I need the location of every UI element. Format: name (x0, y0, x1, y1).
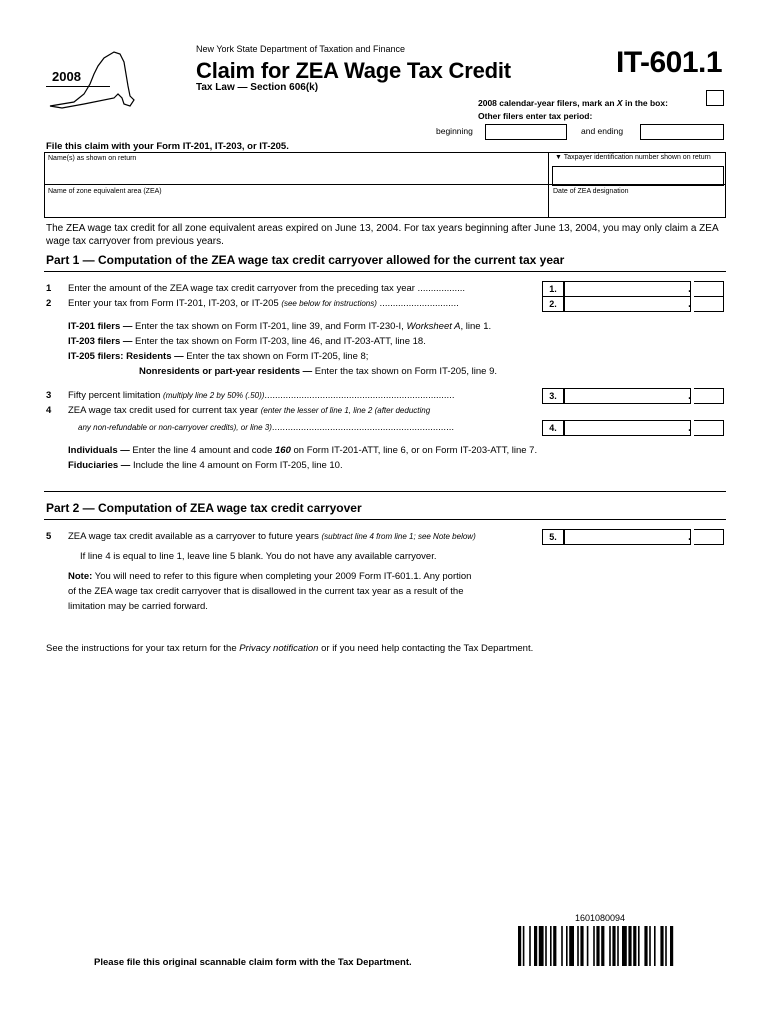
beginning-label: beginning (436, 126, 473, 136)
line2-amount-field[interactable] (564, 296, 691, 312)
barcode-bar (654, 926, 656, 966)
privacy-notice: See the instructions for your tax return for the Privacy notification or if you need help contacting the Tax Department. (46, 643, 534, 654)
barcode-bar (587, 926, 589, 966)
ending-label: and ending (581, 126, 624, 136)
line3-amount-field[interactable] (564, 388, 691, 404)
line4-decimal: . (688, 420, 692, 434)
barcode-bar (545, 926, 547, 966)
line5-amount-field[interactable] (564, 529, 691, 545)
names-field[interactable] (46, 166, 546, 183)
barcode-bar (566, 926, 568, 966)
zea-name-field[interactable] (46, 198, 546, 216)
zea-name-label: Name of zone equivalent area (ZEA) (48, 188, 162, 195)
line1-amount-field[interactable] (564, 281, 691, 297)
line4-cents-field[interactable] (694, 420, 724, 436)
line4-amount-field[interactable] (564, 420, 691, 436)
line3-decimal: . (688, 388, 692, 402)
form-year: 2008 (52, 69, 81, 84)
line4-box-label: 4. (542, 420, 564, 436)
note-line1: Note: You will need to refer to this figure when completing your 2009 Form IT-601.1. Any portion (68, 571, 472, 582)
note-line2: of the ZEA wage tax credit carryover that is disallowed in the current tax year as a result of the (68, 586, 464, 597)
line5-text: ZEA wage tax credit available as a carryover to future years (subtract line 4 from line 1; see Note below) (68, 531, 476, 542)
barcode-bar (633, 926, 636, 966)
barcode-bar (580, 926, 583, 966)
line2-box-label: 2. (542, 296, 564, 312)
line4-number: 4 (46, 405, 52, 416)
intro-paragraph: The ZEA wage tax credit for all zone equivalent areas expired on June 13, 2004. For tax years beginning after June 13, 2004, you may only claim a ZEA wage tax carryover from previous years. (46, 223, 719, 247)
zea-date-label: Date of ZEA designation (553, 188, 629, 195)
barcode-bar (569, 926, 574, 966)
form-title: Claim for ZEA Wage Tax Credit (196, 58, 511, 83)
line2-number: 2 (46, 298, 52, 309)
barcode-bar (609, 926, 611, 966)
line3-cents-field[interactable] (694, 388, 724, 404)
form-number: IT-601.1 (616, 46, 723, 79)
barcode-bar (670, 926, 673, 966)
barcode-bar (539, 926, 544, 966)
line5-blank-note: If line 4 is equal to line 1, leave line 5 blank. You do not have any available carryover. (80, 551, 437, 562)
line3-text: Fifty percent limitation (multiply line 2 by 50% (.50))........................................................................ (68, 390, 455, 401)
barcode-image (518, 926, 714, 966)
barcode-bar (622, 926, 627, 966)
line1-cents-field[interactable] (694, 281, 724, 297)
barcode-bar (638, 926, 640, 966)
line1-number: 1 (46, 283, 52, 294)
calendar-year-label: 2008 calendar-year filers, mark an X in the box: (478, 98, 668, 108)
barcode-bar (518, 926, 521, 966)
it203-instruction: IT-203 filers — Enter the tax shown on Form IT-203, line 46, and IT-203-ATT, line 18. (68, 336, 426, 347)
department-name: New York State Department of Taxation and Finance (196, 44, 405, 54)
barcode-bar (617, 926, 619, 966)
it201-instruction: IT-201 filers — Enter the tax shown on Form IT-201, line 39, and Form IT-230-I, Worksheet A, line 1. (68, 321, 492, 332)
taxpayer-id-field[interactable] (552, 166, 724, 186)
barcode-bar (660, 926, 663, 966)
line3-number: 3 (46, 390, 52, 401)
other-filers-label: Other filers enter tax period: (478, 111, 593, 121)
barcode-bar (534, 926, 537, 966)
zea-date-field[interactable] (550, 198, 724, 216)
it205-instruction: IT-205 filers: Residents — Enter the tax shown on Form IT-205, line 8; (68, 351, 369, 362)
line4-text-continued: any non-refundable or non-carryover credits), or line 3)..................................................................... (78, 422, 454, 433)
individuals-instruction: Individuals — Enter the line 4 amount and code 160 on Form IT-201-ATT, line 6, or on Form IT-203-ATT, line 7. (68, 445, 538, 456)
identification-divider (548, 152, 549, 218)
barcode-bar (628, 926, 631, 966)
line2-decimal: . (688, 296, 692, 310)
barcode-bar (649, 926, 651, 966)
line1-box-label: 1. (542, 281, 564, 297)
part2-heading: Part 2 — Computation of ZEA wage tax credit carryover (46, 501, 362, 515)
beginning-date-field[interactable] (485, 124, 567, 140)
barcode-bar (665, 926, 667, 966)
barcode-bar (553, 926, 556, 966)
line5-cents-field[interactable] (694, 529, 724, 545)
barcode-bar (601, 926, 604, 966)
taxpayer-id-label: ▼ Taxpayer identification number shown on return (555, 154, 711, 161)
barcode-bar (593, 926, 595, 966)
line4-text: ZEA wage tax credit used for current tax year (enter the lesser of line 1, line 2 (after deducting (68, 405, 431, 416)
nonresident-instruction: Nonresidents or part-year residents — Enter the tax shown on Form IT-205, line 9. (139, 366, 497, 377)
barcode-bar (529, 926, 531, 966)
note-line3: limitation may be carried forward. (68, 601, 208, 612)
ending-date-field[interactable] (640, 124, 724, 140)
line2-text: Enter your tax from Form IT-201, IT-203, or IT-205 (see below for instructions) .............................. (68, 298, 459, 309)
part2-rule (44, 519, 726, 520)
part1-rule (44, 271, 726, 272)
barcode-bar (577, 926, 579, 966)
names-field-label: Name(s) as shown on return (48, 155, 137, 162)
year-underline (46, 86, 110, 87)
barcode-bar (523, 926, 525, 966)
barcode-bar (561, 926, 563, 966)
calendar-year-checkbox[interactable] (706, 90, 724, 106)
part1-heading: Part 1 — Computation of the ZEA wage tax credit carryover allowed for the current tax year (46, 253, 565, 267)
barcode-bar (644, 926, 647, 966)
footer-instruction: Please file this original scannable claim form with the Tax Department. (94, 957, 412, 968)
line1-decimal: . (688, 281, 692, 295)
barcode-bar (550, 926, 552, 966)
line5-number: 5 (46, 531, 52, 542)
part2-top-rule (44, 491, 726, 492)
barcode-number: 1601080094 (575, 913, 626, 923)
barcode-bar (596, 926, 599, 966)
line1-text: Enter the amount of the ZEA wage tax credit carryover from the preceding tax year .................. (68, 283, 466, 294)
fiduciaries-instruction: Fiduciaries — Include the line 4 amount on Form IT-205, line 10. (68, 460, 343, 471)
line5-box-label: 5. (542, 529, 564, 545)
tax-law-reference: Tax Law — Section 606(k) (196, 82, 319, 93)
line5-decimal: . (688, 529, 692, 543)
line3-box-label: 3. (542, 388, 564, 404)
barcode-bar (612, 926, 615, 966)
file-with-instruction: File this claim with your Form IT-201, IT-203, or IT-205. (46, 141, 289, 152)
line2-cents-field[interactable] (694, 296, 724, 312)
